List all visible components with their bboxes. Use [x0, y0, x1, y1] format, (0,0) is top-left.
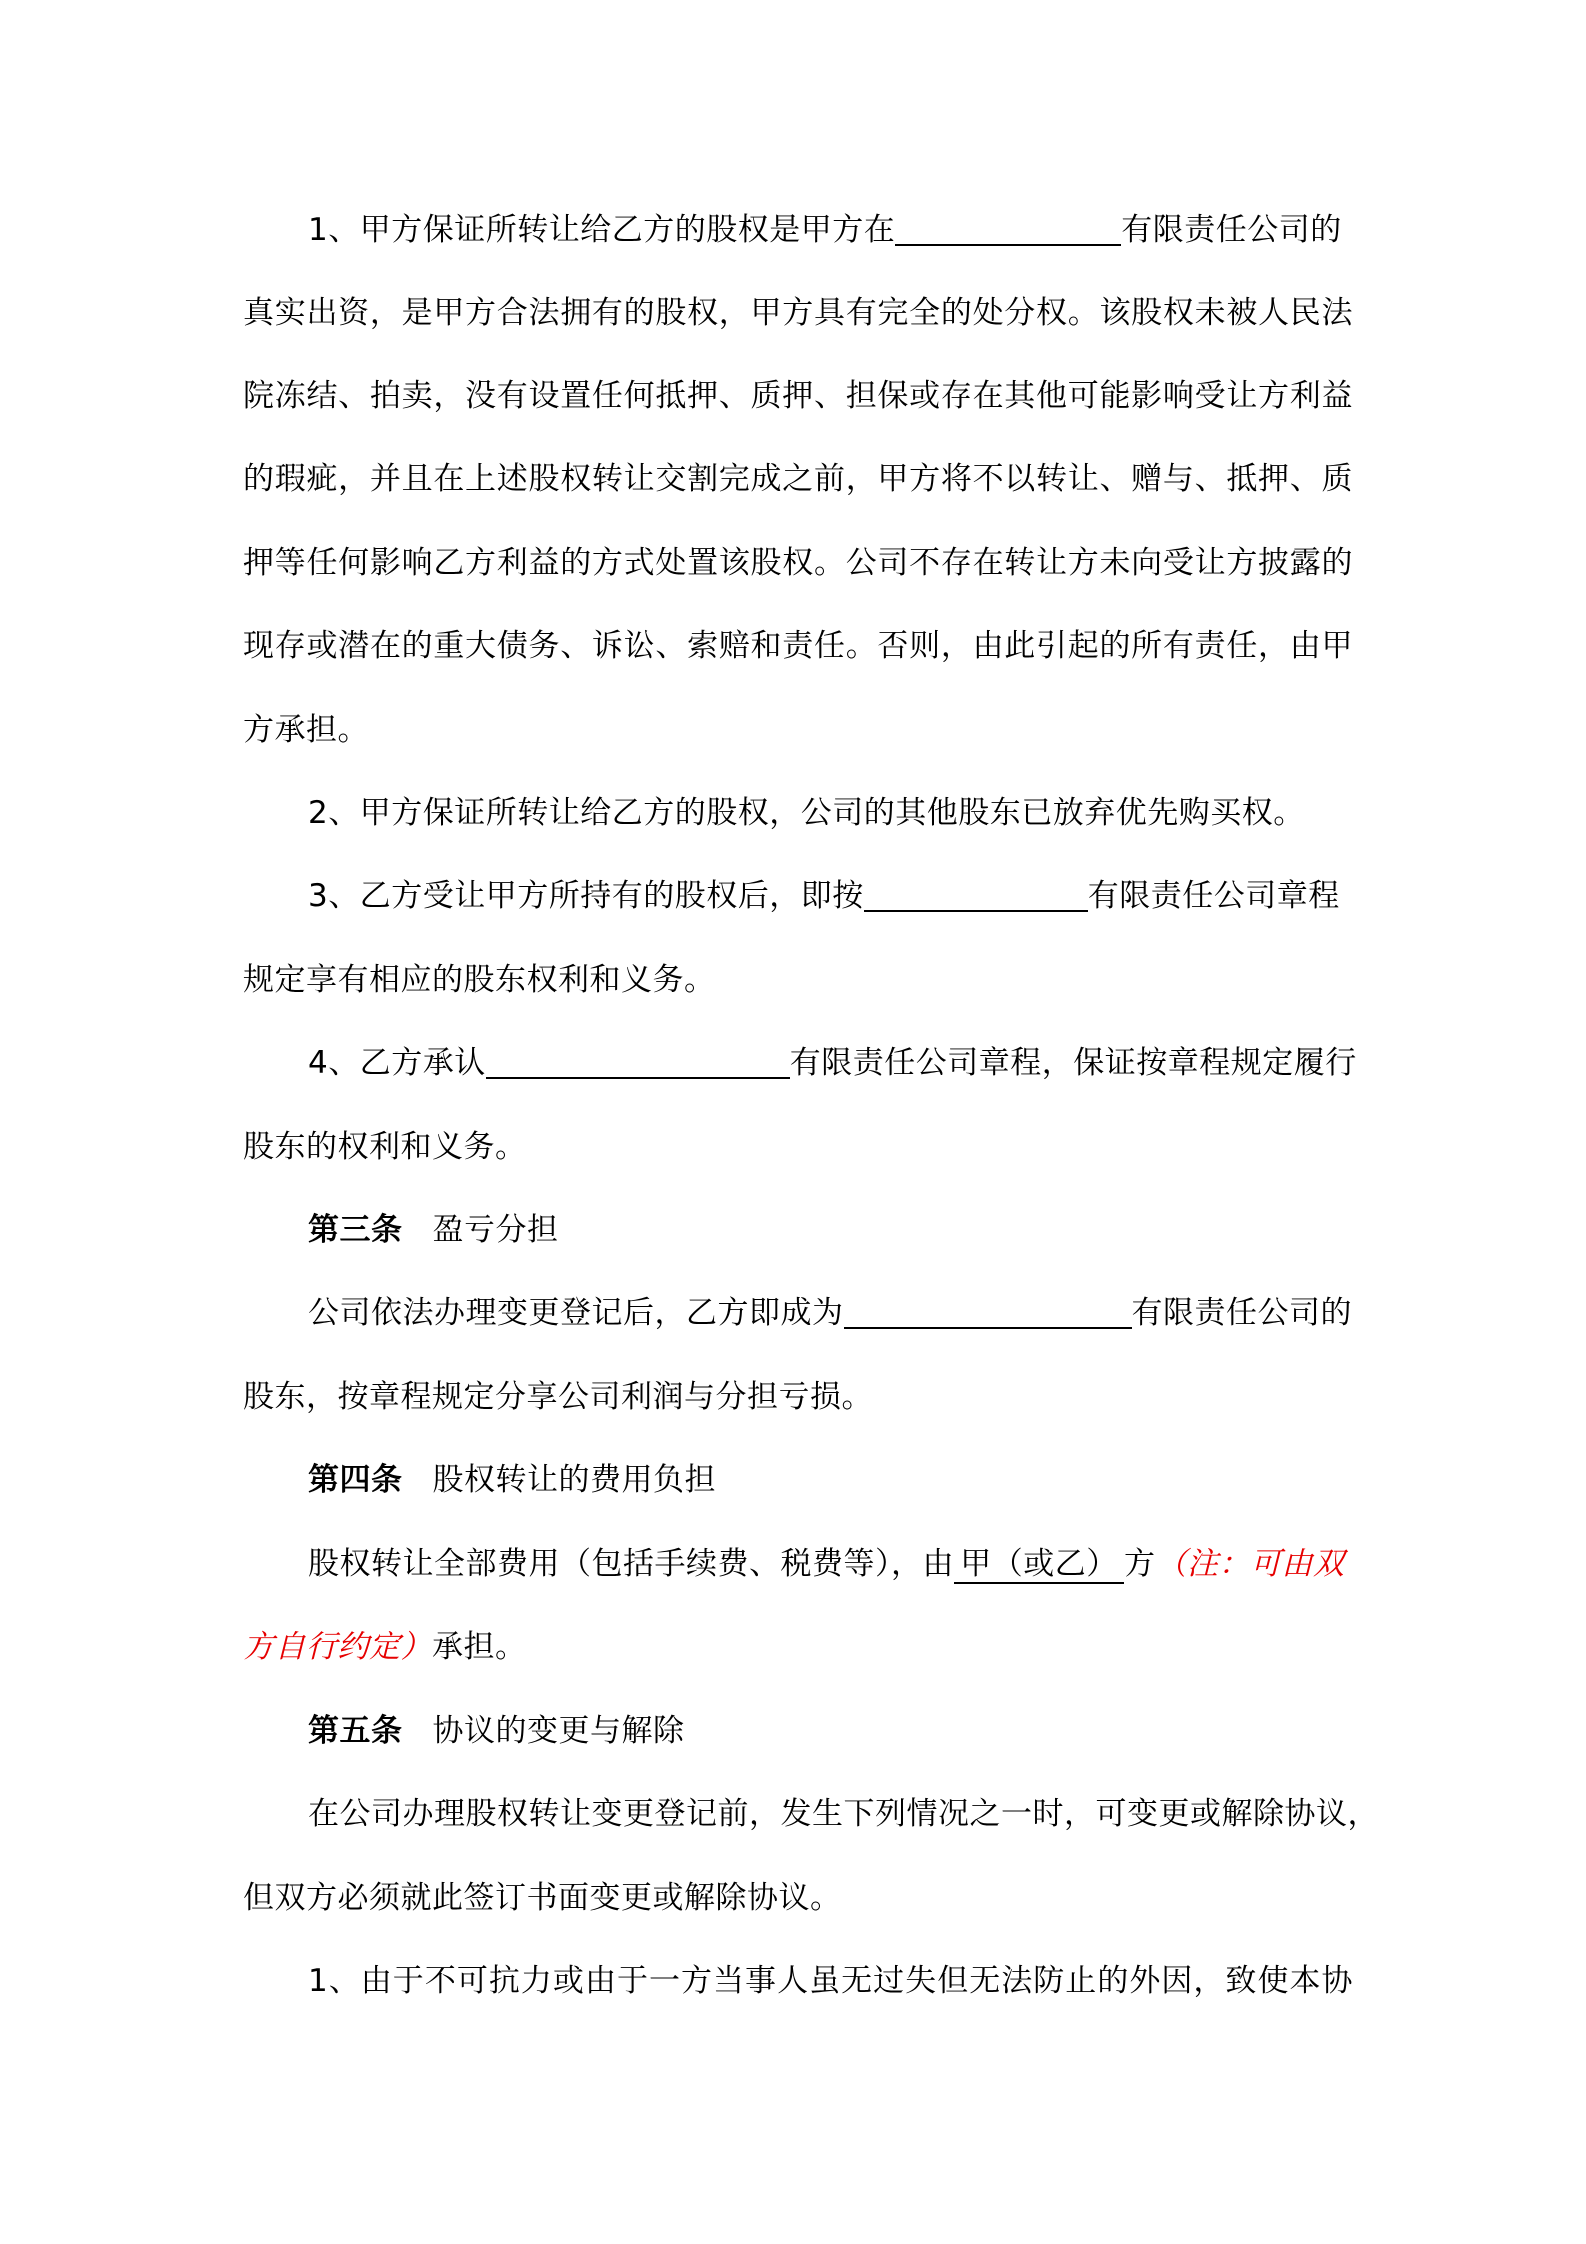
p4-line-1: [308, 1043, 1357, 1083]
p1-line-3: 院冻结、拍卖，没有设置任何抵押、质押、担保或存在其他可能影响受让方利益: [243, 378, 1353, 414]
article-5-number: 第五条: [308, 1713, 403, 1749]
company-name-blank-2: [864, 880, 1088, 912]
article-4-heading: [308, 1460, 716, 1500]
a4-line-1: [308, 1544, 1345, 1584]
p3-line-1-text: 3、乙方受让甲方所持有的股权后，即按: [308, 878, 864, 914]
article-5-title: 协议的变更与解除: [432, 1713, 685, 1749]
article-4-number: 第四条: [308, 1462, 403, 1498]
a5-line-2: 但双方必须就此签订书面变更或解除协议。: [243, 1880, 842, 1916]
a3-line-2: 股东，按章程规定分享公司利润与分担亏损。: [243, 1379, 873, 1415]
a4-line-2-text: 承担。: [432, 1629, 527, 1665]
p3-line-1: [308, 876, 1340, 916]
p1-line-2: 真实出资，是甲方合法拥有的股权，甲方具有完全的处分权。该股权未被人民法: [243, 295, 1353, 331]
party-choice-blank: 甲（或乙）: [954, 1546, 1124, 1584]
a4-note-start: （注：可由双: [1155, 1546, 1345, 1582]
p1-line-1: [308, 210, 1342, 250]
a4-line-2: [243, 1627, 527, 1667]
p4-line-2: 股东的权利和义务。: [243, 1129, 527, 1165]
a3-line-1-text-end: 有限责任公司的: [1131, 1295, 1352, 1331]
p2-line-1: 2、甲方保证所转让给乙方的股权，公司的其他股东已放弃优先购买权。: [308, 795, 1305, 831]
p1-line-7: 方承担。: [243, 712, 369, 748]
company-name-blank-4: [844, 1297, 1132, 1329]
p1-line-1-text-end: 有限责任公司的: [1121, 212, 1342, 248]
p3-line-2: 规定享有相应的股东权利和义务。: [243, 962, 716, 998]
p1-line-5: 押等任何影响乙方利益的方式处置该股权。公司不存在转让方未向受让方披露的: [243, 545, 1353, 581]
a5-item-1: 1、由于不可抗力或由于一方当事人虽无过失但无法防止的外因，致使本协: [308, 1963, 1353, 1999]
a4-line-1-text: 股权转让全部费用（包括手续费、税费等），由: [308, 1546, 954, 1582]
p1-line-1-text: 1、甲方保证所转让给乙方的股权是甲方在: [308, 212, 896, 248]
p1-line-4: 的瑕疵，并且在上述股权转让交割完成之前，甲方将不以转让、赠与、抵押、质: [243, 461, 1353, 497]
company-name-blank-1: [895, 214, 1121, 246]
company-name-blank-3: [486, 1047, 790, 1079]
p1-line-6: 现存或潜在的重大债务、诉讼、索赔和责任。否则，由此引起的所有责任，由甲: [243, 628, 1353, 664]
a3-line-1-text: 公司依法办理变更登记后，乙方即成为: [308, 1295, 844, 1331]
article-3-heading: [308, 1210, 559, 1250]
p4-line-1-text: 4、乙方承认: [308, 1045, 486, 1081]
a3-line-1: [308, 1293, 1352, 1333]
article-3-number: 第三条: [308, 1212, 403, 1248]
p4-line-1-text-end: 有限责任公司章程，保证按章程规定履行: [789, 1045, 1357, 1081]
a4-note-end: 方自行约定）: [243, 1629, 432, 1665]
article-4-title: 股权转让的费用负担: [432, 1462, 716, 1498]
p3-line-1-text-end: 有限责任公司章程: [1087, 878, 1340, 914]
article-3-title: 盈亏分担: [432, 1212, 559, 1248]
article-5-heading: [308, 1711, 685, 1751]
a5-line-1: 在公司办理股权转让变更登记前，发生下列情况之一时，可变更或解除协议，: [308, 1796, 1379, 1832]
a4-line-1-fang: 方: [1124, 1546, 1156, 1582]
